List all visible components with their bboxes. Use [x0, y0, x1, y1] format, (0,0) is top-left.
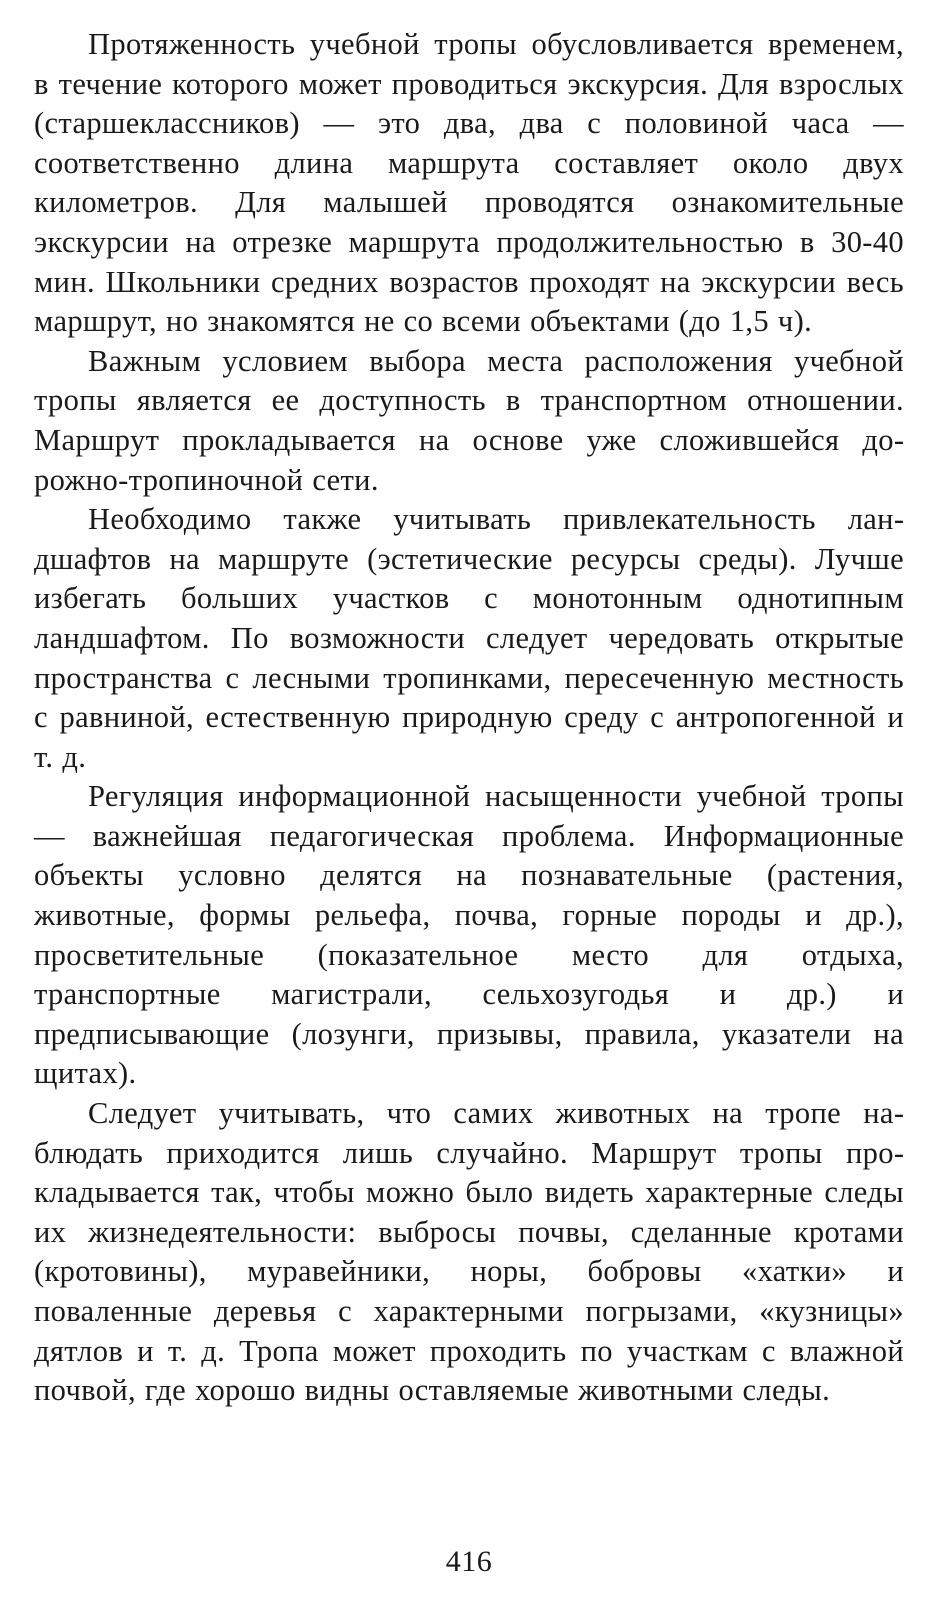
paragraph-landscape-attractiveness — [34, 500, 904, 777]
paragraph-trail-length — [34, 25, 904, 342]
paragraph-text: Следует учитывать, что самих животных на тропе наблюдать приходится лишь случайно. Маршрут тропы прокладывается так, чтобы можно было видеть характерные следы их жизнедеятельности: выбросы почвы, сделанные кротами (кротовины), муравейники, норы, бобровы «хатки» и поваленные деревья с характерными погрызами, «кузницы» дятлов и т. д. Тропа может проходить по участкам с влажной почвой, где хорошо видны оставляемые животными следы. — [34, 1096, 904, 1408]
page-number: 416 — [445, 1545, 493, 1578]
body-text — [34, 25, 904, 1411]
paragraph-animal-traces — [34, 1094, 904, 1411]
paragraph-text: Регуляция информационной насыщенности учебной тропы — важнейшая педагогическая проблема. Информационные объекты условно делятся на познавательные (растения, животные, формы рельефа, почва, горные породы и др.), просветительные (показательное место для отдыха, транспортные магистрали, сельхозугодья и др.) и предписывающие (лозунги, призывы, правила, указатели на щитах). — [34, 779, 904, 1091]
paragraph-text: Протяженность учебной тропы обусловливается временем, в течение которого может проводиться экскурсия. Для взрослых (старшеклассников) — это два, два с половиной часа — соответственно длина маршрута составляет около двух километров. Для малышей проводятся ознакомительные экскурсии на отрезке маршрута продолжительностью в 30-40 мин. Школьники средних возрастов проходят на экскурсии весь маршрут, но знакомятся не со всеми объектами (до 1,5 ч). — [34, 27, 904, 339]
paragraph-text: Важным условием выбора места расположения учебной тропы является ее доступность в транспортном отношении. Маршрут прокладывается на основе уже сложившейся дорожно-тропиночной сети. — [34, 343, 904, 497]
paragraph-information-saturation — [34, 777, 904, 1094]
paragraph-trail-accessibility — [34, 342, 904, 500]
paragraph-text: Необходимо также учитывать привлекательность ландшафтов на маршруте (эстетические ресурсы среды). Лучше избегать больших участков с монотонным однотипным ландшафтом. По возможности следует чередовать открытые пространства с лесными тропинками, пересеченную местность с равниной, естественную природную среду с антропогенной и т. д. — [34, 502, 904, 774]
